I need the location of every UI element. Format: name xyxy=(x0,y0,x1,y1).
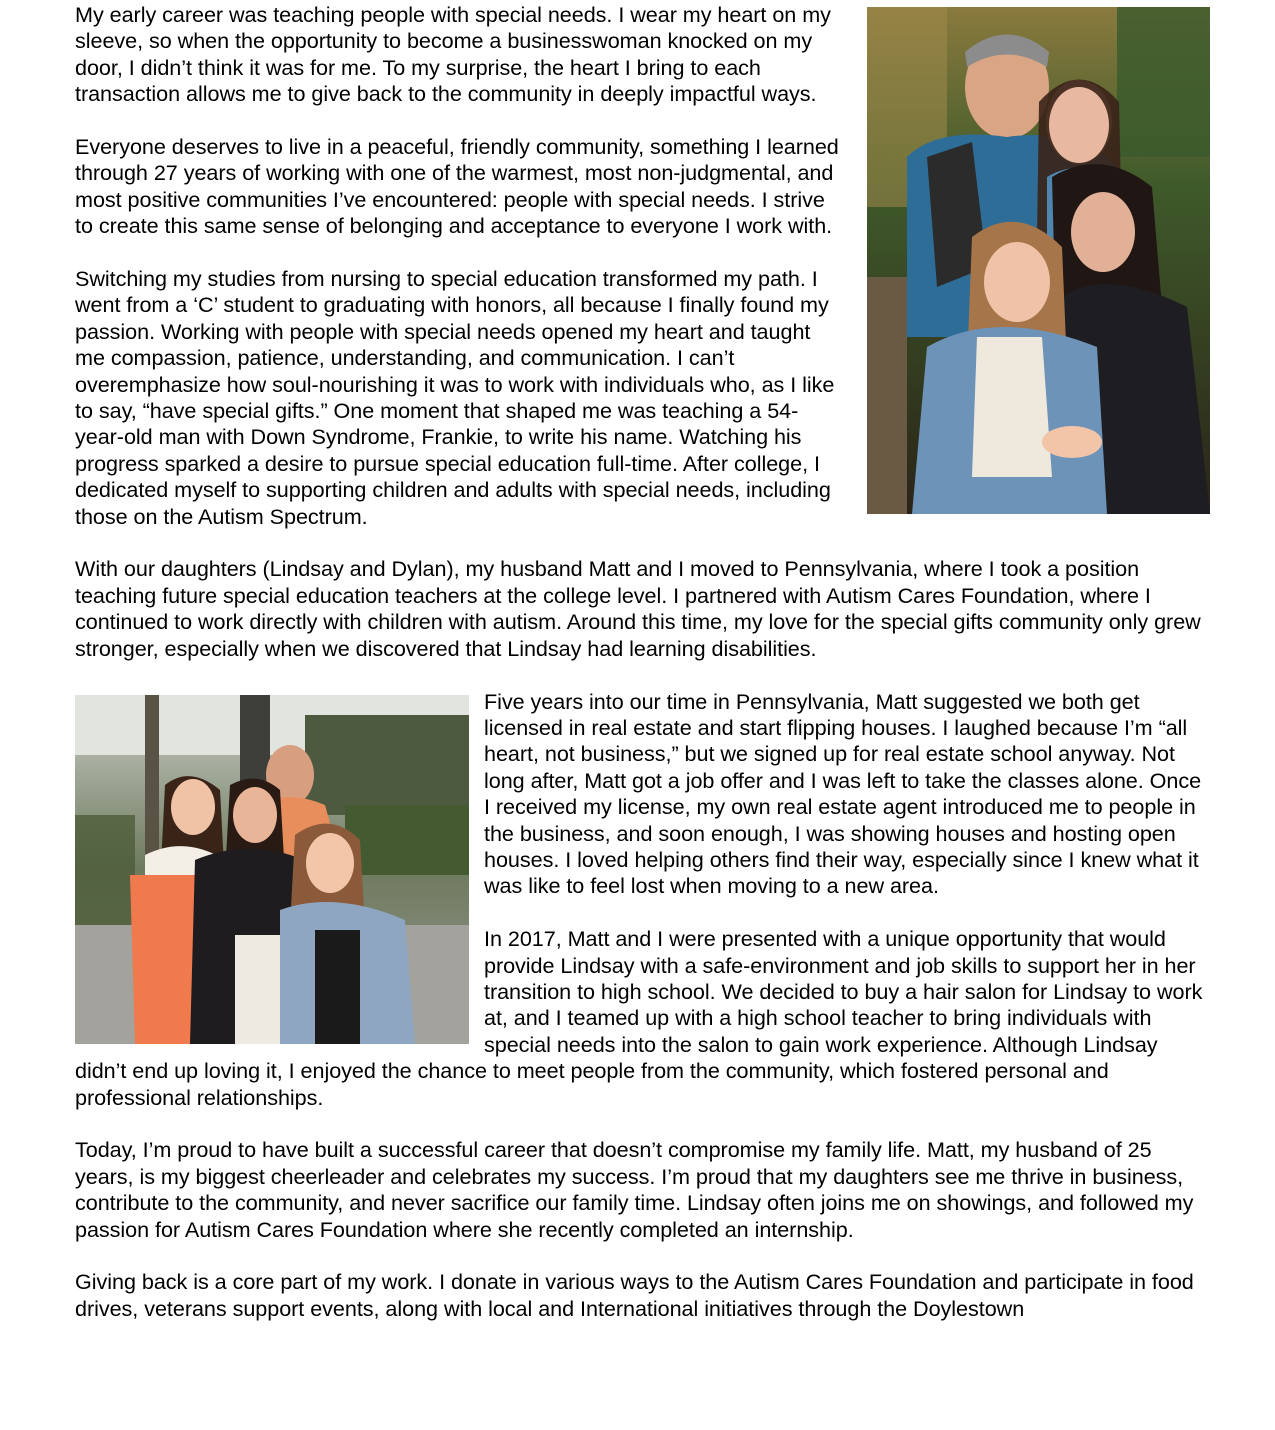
paragraph-today: Today, I’m proud to have built a successful career that doesn’t compromise my family life. Matt, my husband of 25 years, is my biggest cheerleader and celebrates my success. I’m proud that my daughters see me thrive in business, contribute to the community, and never sacrifice our family time. Lindsay often joins me on showings, and followed my passion for Autism Cares Foundation where she recently completed an internship. xyxy=(75,1137,1194,1242)
paragraph-studies: Switching my studies from nursing to special education transformed my path. I went from a ‘C’ student to graduating with honors, all because I finally found my passion. Working with people with special needs opened my heart and taught me compassion, patience, understanding, and communication. I can’t overemphasize how soul-nourishing it was to work with individuals who, as I like to say, “have special gifts.” One moment that shaped me was teaching a 54-year-old man with Down Syndrome, Frankie, to write his name. Watching his progress sparked a desire to pursue special education full-time. After college, I dedicated myself to supporting children and adults with special needs, including those on the Autism Spectrum. xyxy=(75,266,835,529)
paragraph-salon: In 2017, Matt and I were presented with a unique opportunity that would provide Lindsay with a safe-environment and job skills to support her in her transition to high school. We decided to buy a hair salon for Lindsay to work at, and I teamed up with a high school teacher to bring individuals with special needs into the salon to gain work experience. Although Lindsay didn’t end up loving it, I enjoyed the chance to meet people from the community, which fostered personal and professional relationships. xyxy=(75,926,1203,1110)
family-photo-autumn-image xyxy=(867,7,1210,514)
paragraph-real-estate: Five years into our time in Pennsylvania, Matt suggested we both get licensed in real estate and start flipping houses. I laughed because I’m “all heart, not business,” but we signed up for real estate school anyway. Not long after, Matt got a job offer and I was left to take the classes alone. Once I received my license, my own real estate agent introduced me to people in the business, and soon enough, I was showing houses and hosting open houses. I loved helping others find their way, especially since I knew what it was like to feel lost when moving to a new area. xyxy=(484,688,1202,899)
paragraph-giving-back: Giving back is a core part of my work. I donate in various ways to the Autism Cares Foundation and participate in food drives, veterans support events, along with local and International initiatives through the Doylestown xyxy=(75,1269,1194,1321)
family-photo-autumn xyxy=(867,7,1210,514)
family-photo-city xyxy=(75,695,469,1044)
family-photo-city-image xyxy=(75,695,469,1044)
paragraph-pennsylvania: With our daughters (Lindsay and Dylan), my husband Matt and I moved to Pennsylvania, where I took a position teaching future special education teachers at the college level. I partnered with Autism Cares Foundation, where I continued to work directly with children with autism. Around this time, my love for the special gifts community only grew stronger, especially when we discovered that Lindsay had learning disabilities. xyxy=(75,556,1201,661)
paragraph-early-career: My early career was teaching people with special needs. I wear my heart on my sleeve, so when the opportunity to become a businesswoman knocked on my door, I didn’t think it was for me. To my surprise, the heart I bring to each transaction allows me to give back to the community in deeply impactful ways. xyxy=(75,2,831,107)
paragraph-community: Everyone deserves to live in a peaceful, friendly community, something I learned through 27 years of working with one of the warmest, most non-judgmental, and most positive communities I’ve encountered: people with special needs. I strive to create this same sense of belonging and acceptance to everyone I work with. xyxy=(75,134,839,239)
article-body xyxy=(75,2,1205,1349)
